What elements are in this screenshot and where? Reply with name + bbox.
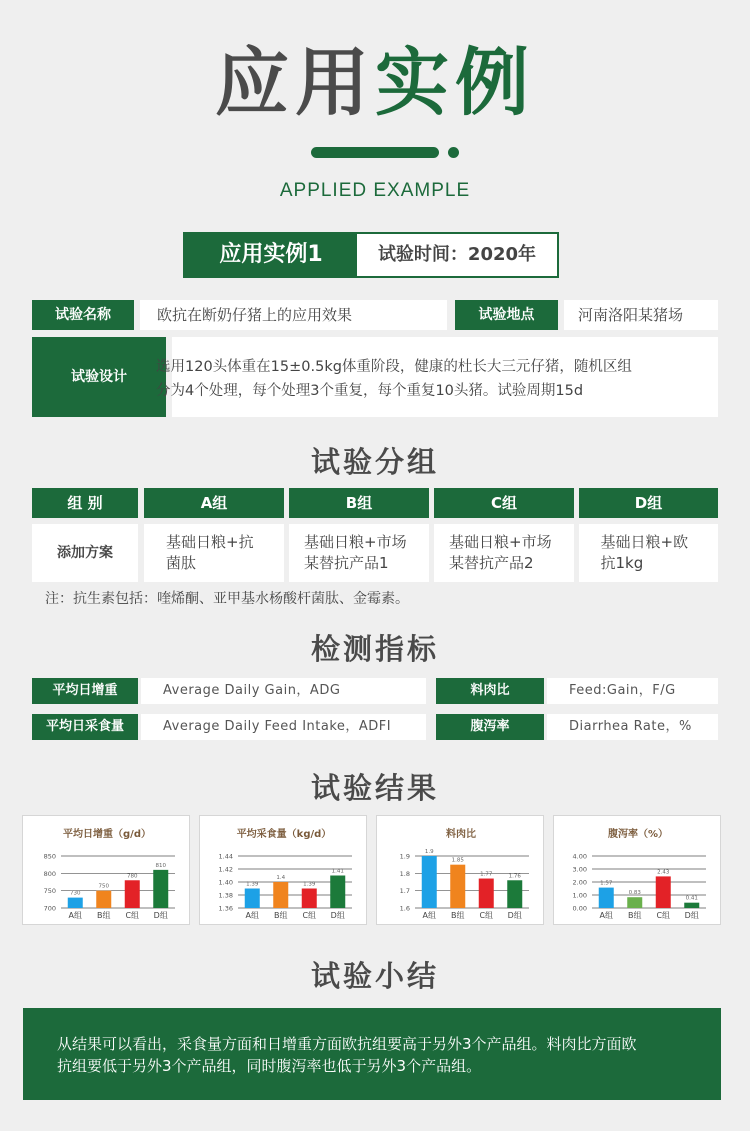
chart-fg-svg (377, 816, 545, 926)
data-label: 1.41 (331, 868, 344, 875)
group-cell-d-line2: 抗1kg (600, 554, 644, 572)
y-tick-label: 1.44 (218, 852, 233, 861)
indicator-value-adfi: Average Daily Feed Intake，ADFI (141, 714, 426, 740)
data-label: 810 (155, 862, 166, 869)
bar-C组 (125, 880, 140, 908)
page-title-part1: 应用 (215, 40, 375, 126)
y-tick-label: 850 (43, 852, 56, 861)
group-cell-a-line1: 基础日粮+抗 (166, 533, 254, 551)
section-title-indicators: 检测指标 (310, 632, 439, 666)
y-tick-label: 1.00 (572, 891, 587, 900)
chart-title: 平均日增重（g/d） (63, 829, 151, 840)
example-badge (183, 232, 559, 278)
data-label: 0.83 (628, 890, 641, 897)
section-title-summary: 试验小结 (310, 959, 439, 993)
y-tick-label: 1.9 (399, 852, 410, 861)
indicator-label-adfi: 平均日采食量 (32, 714, 138, 740)
y-tick-label: 1.42 (218, 865, 233, 874)
grouping-note: 注：抗生素包括：喹烯酮、亚甲基水杨酸杆菌肽、金霉素。 (45, 591, 409, 607)
indicator-value-diarrhea: Diarrhea Rate，% (547, 714, 718, 740)
trial-design-line2: 分为4个处理，每个处理3个重复，每个重复10头猪。试验周期15d (156, 383, 584, 399)
y-tick-label: 3.00 (572, 865, 587, 874)
y-tick-label: 1.7 (399, 887, 410, 896)
group-cell-b-line1: 基础日粮+市场 (304, 533, 407, 551)
bar-B组 (273, 882, 288, 908)
data-label: 1.39 (246, 881, 259, 888)
bar-D组 (330, 876, 345, 909)
chart-title: 腹泻率（%） (607, 829, 669, 840)
group-header-label: 组 别 (32, 488, 138, 518)
chart-diarrhea-svg (554, 816, 722, 926)
section-title-results: 试验结果 (310, 771, 439, 805)
y-tick-label: 1.38 (218, 891, 233, 900)
group-cell-c-line2: 某替抗产品2 (449, 554, 534, 572)
bar-B组 (627, 897, 642, 908)
chart-fg (376, 815, 544, 925)
x-tick-label: B组 (451, 911, 465, 920)
group-cell-b (289, 524, 429, 582)
group-header-d: D组 (579, 488, 718, 518)
x-tick-label: A组 (599, 911, 613, 920)
x-tick-label: A组 (68, 911, 82, 920)
group-cell-a (144, 524, 284, 582)
y-tick-label: 700 (43, 904, 56, 913)
trial-place-value: 河南洛阳某猪场 (564, 300, 718, 330)
chart-title: 料肉比 (446, 829, 476, 840)
page-title (0, 38, 750, 128)
x-tick-label: C组 (479, 911, 494, 920)
x-tick-label: D组 (153, 911, 168, 920)
summary-text-line1: 从结果可以看出，采食量方面和日增重方面欧抗组要高于另外3个产品组。料肉比方面欧 (57, 1035, 637, 1053)
y-tick-label: 1.40 (218, 878, 233, 887)
bar-C组 (656, 876, 671, 908)
indicator-label-diarrhea: 腹泻率 (436, 714, 544, 740)
trial-design-line1: 选用120头体重在15±0.5kg体重阶段，健康的杜长大三元仔猪，随机区组 (156, 359, 632, 375)
bar-D组 (153, 870, 168, 908)
section-title-grouping: 试验分组 (310, 445, 439, 479)
x-tick-label: D组 (507, 911, 522, 920)
trial-place-label: 试验地点 (455, 300, 558, 330)
group-cell-d (579, 524, 718, 582)
chart-diarrhea (553, 815, 721, 925)
y-tick-label: 800 (43, 869, 56, 878)
data-label: 730 (70, 890, 81, 897)
bar-A组 (245, 889, 260, 909)
data-label: 1.85 (451, 857, 464, 864)
x-tick-label: D组 (330, 911, 345, 920)
x-tick-label: D组 (684, 911, 699, 920)
bar-A组 (422, 856, 437, 908)
data-label: 2.43 (657, 869, 670, 876)
y-tick-label: 1.36 (218, 904, 233, 913)
x-tick-label: C组 (656, 911, 671, 920)
group-header-c: C组 (434, 488, 574, 518)
y-tick-label: 1.6 (399, 904, 410, 913)
y-tick-label: 4.00 (572, 852, 587, 861)
group-cell-a-line2: 菌肽 (166, 554, 197, 572)
y-tick-label: 750 (43, 887, 56, 896)
data-label: 1.39 (303, 881, 316, 888)
data-label: 1.76 (508, 873, 521, 880)
indicator-label-fg: 料肉比 (436, 678, 544, 704)
indicator-label-adg: 平均日增重 (32, 678, 138, 704)
y-tick-label: 1.8 (399, 869, 410, 878)
y-tick-label: 0.00 (572, 904, 587, 913)
bar-D组 (684, 903, 699, 908)
indicator-value-fg: Feed:Gain，F/G (547, 678, 718, 704)
page-subtitle: APPLIED EXAMPLE (279, 180, 471, 201)
data-label: 750 (98, 883, 109, 890)
x-tick-label: A组 (422, 911, 436, 920)
data-label: 1.4 (276, 875, 286, 881)
group-cell-c-line1: 基础日粮+市场 (449, 533, 552, 551)
data-label: 1.77 (480, 871, 493, 878)
bar-D组 (507, 880, 522, 908)
group-row-label: 添加方案 (32, 524, 138, 582)
data-label: 1.9 (424, 849, 434, 855)
data-label: 1.57 (600, 880, 613, 887)
x-tick-label: A组 (245, 911, 259, 920)
trial-design-value (156, 337, 718, 417)
bar-C组 (302, 889, 317, 909)
example-time: 试验时间：2020年 (377, 244, 537, 265)
y-tick-label: 2.00 (572, 878, 587, 887)
chart-adfi (199, 815, 367, 925)
indicator-value-adg: Average Daily Gain，ADG (141, 678, 426, 704)
x-tick-label: B组 (628, 911, 642, 920)
trial-name-value: 欧抗在断奶仔猪上的应用效果 (140, 300, 447, 330)
chart-adg (22, 815, 190, 925)
x-tick-label: B组 (97, 911, 111, 920)
group-header-a: A组 (144, 488, 284, 518)
group-cell-d-line1: 基础日粮+欧 (600, 533, 689, 551)
summary-text-line2: 抗组要低于另外3个产品组，同时腹泻率也低于另外3个产品组。 (57, 1057, 482, 1075)
bar-A组 (68, 898, 83, 908)
title-underline-dot (448, 147, 459, 158)
bar-A组 (599, 888, 614, 908)
trial-name-label: 试验名称 (32, 300, 134, 330)
example-label: 应用实例1 (185, 234, 357, 276)
title-underline-bar (311, 147, 439, 158)
x-tick-label: C组 (302, 911, 317, 920)
chart-adg-svg (23, 816, 191, 926)
group-cell-c (434, 524, 574, 582)
data-label: 0.41 (685, 895, 698, 902)
bar-C组 (479, 879, 494, 908)
x-tick-label: C组 (125, 911, 140, 920)
x-tick-label: B组 (274, 911, 288, 920)
chart-adfi-svg (200, 816, 368, 926)
summary-box (23, 1008, 721, 1100)
group-cell-b-line2: 某替抗产品1 (304, 554, 389, 572)
trial-design-label: 试验设计 (32, 337, 166, 417)
page-title-part2: 实例 (375, 40, 535, 126)
chart-title: 平均采食量（kg/d） (236, 829, 332, 840)
bar-B组 (96, 891, 111, 908)
bar-B组 (450, 865, 465, 908)
data-label: 780 (127, 873, 138, 880)
group-header-b: B组 (289, 488, 429, 518)
